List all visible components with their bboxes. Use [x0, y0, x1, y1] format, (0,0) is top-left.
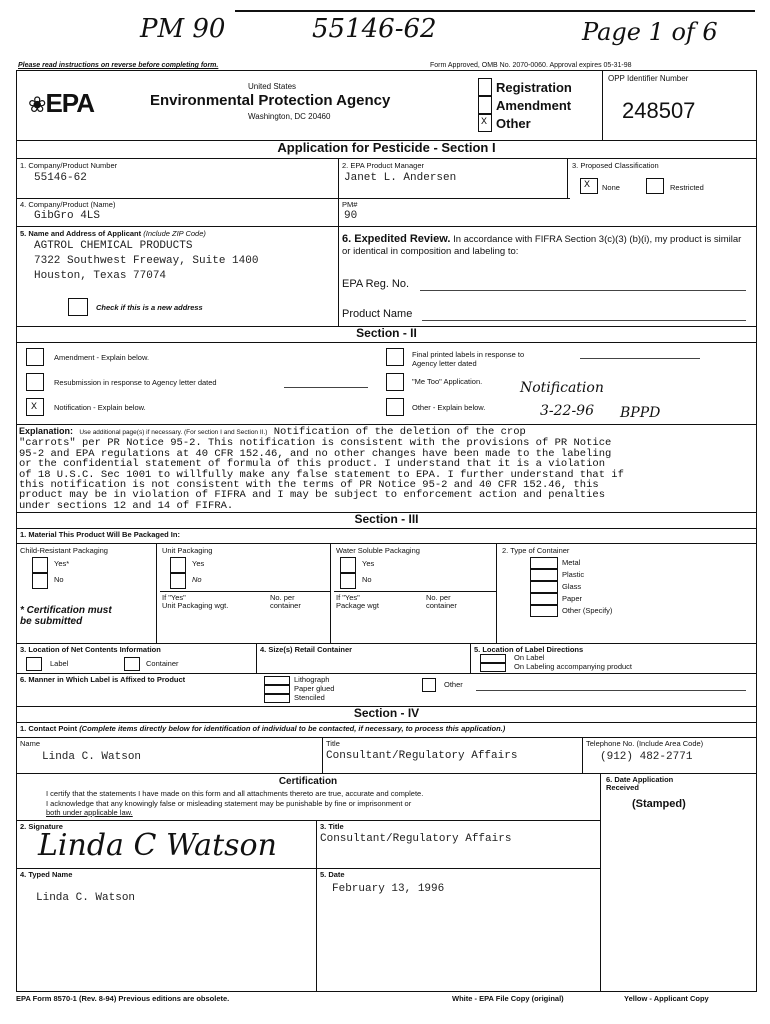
applicant-label: 5. Name and Address of Applicant (Include ZIP Code) — [20, 229, 206, 238]
water-no-label: No — [362, 575, 372, 584]
sec1-row-rule-1 — [16, 198, 570, 199]
metal-checkbox[interactable] — [530, 557, 558, 569]
sec3-div-b — [330, 543, 331, 643]
certification-must: * Certification must be submitted — [20, 605, 112, 627]
date-value[interactable]: February 13, 1996 — [332, 883, 445, 895]
phone-label: Telephone No. (Include Area Code) — [586, 739, 704, 748]
sec4-title-rule — [16, 722, 757, 723]
on-label-checkbox[interactable] — [480, 654, 506, 663]
company-number-value[interactable]: 55146-62 — [34, 172, 87, 184]
applicant-line-1[interactable]: AGTROL CHEMICAL PRODUCTS — [34, 240, 193, 252]
opp-divider — [602, 70, 603, 140]
explanation-line-8: under sections 12 and 14 of FIFRA. — [19, 499, 234, 512]
epa-reg-label: EPA Reg. No. — [342, 278, 410, 290]
unit-yes-checkbox[interactable] — [170, 557, 186, 573]
net-label-checkbox[interactable] — [26, 657, 42, 671]
container-type-label: 2. Type of Container — [502, 546, 570, 555]
paper-glued-label: Paper glued — [294, 684, 335, 693]
final-labels-label-1: Final printed labels in response to — [412, 350, 525, 359]
lithograph-label: Lithograph — [294, 675, 330, 684]
paper-checkbox[interactable] — [530, 593, 558, 605]
sec3-div-c — [496, 543, 497, 643]
unit-yes-label: Yes — [192, 559, 205, 568]
phone-value[interactable]: (912) 482-2771 — [600, 751, 693, 763]
child-yes-checkbox[interactable] — [32, 557, 48, 573]
other-type-label: Other — [496, 116, 531, 131]
none-label: None — [602, 183, 620, 192]
handwritten-number-note: 55146-62 — [312, 14, 437, 44]
other-container-checkbox[interactable] — [530, 605, 558, 617]
child-no-label: No — [54, 575, 64, 584]
other-type-checkbox[interactable]: X — [478, 114, 492, 132]
restricted-checkbox[interactable] — [646, 178, 664, 194]
sec3-title-rule — [16, 528, 757, 529]
child-resistant-label: Child-Resistant Packaging — [20, 546, 108, 555]
amendment-label: Amendment — [496, 98, 572, 113]
title-rule — [16, 158, 757, 159]
sec1-row-rule-2 — [16, 226, 757, 227]
contact-rule — [16, 737, 757, 738]
sizes-label: 4. Size(s) Retail Container — [260, 645, 353, 654]
plastic-label: Plastic — [562, 570, 585, 579]
sec1-divider-a — [338, 158, 339, 326]
form-approved-note: Form Approved, OMB No. 2070-0060. Approval expires 05-31-98 — [430, 62, 632, 69]
contact-div-a — [322, 737, 323, 773]
title2-label: 3. Title — [320, 822, 344, 831]
notification-label: Notification - Explain below. — [54, 403, 146, 412]
water-soluble-label: Water Soluble Packaging — [336, 546, 420, 555]
none-checkbox[interactable]: X — [580, 178, 598, 194]
opp-label: OPP Identifier Number — [608, 74, 689, 83]
name-value[interactable]: Linda C. Watson — [42, 751, 142, 763]
water-yes-label: Yes — [362, 559, 375, 568]
material-rule — [16, 543, 757, 544]
water-if-yes: If "Yes" Package wgt — [336, 593, 379, 611]
other-explain-label: Other - Explain below. — [412, 403, 486, 412]
other-manner-checkbox[interactable] — [422, 678, 436, 692]
unit-no-per: No. per container — [270, 593, 301, 611]
unit-rule — [160, 591, 330, 592]
cert-rule — [16, 773, 757, 774]
classification-label: 3. Proposed Classification — [572, 161, 659, 170]
agency-city: Washington, DC 20460 — [248, 112, 331, 121]
pm-label: PM# — [342, 200, 358, 209]
explanation-line-4: or the confidential statement of formula of this product. I understand that it is a violation — [19, 458, 605, 471]
child-no-checkbox[interactable] — [32, 573, 48, 589]
other-manner-line[interactable] — [476, 690, 746, 691]
sec1-divider-b — [567, 158, 568, 198]
plastic-checkbox[interactable] — [530, 569, 558, 581]
water-no-checkbox[interactable] — [340, 573, 356, 589]
resubmission-checkbox[interactable] — [26, 373, 44, 391]
sec3-div-a — [156, 543, 157, 643]
certification-text: I certify that the statements I have made on this form and all attachments thereto are true, accurate and complete. I acknowledge that any knowingly false or misleading statement may be punishable by fine or imprisonment or both under applicable law. — [46, 789, 424, 817]
notification-checkbox[interactable]: X — [26, 398, 44, 416]
typed-rule — [16, 868, 600, 869]
paper-glued-checkbox[interactable] — [264, 685, 290, 694]
explanation-rule — [16, 424, 757, 425]
me-too-checkbox[interactable] — [386, 373, 404, 391]
manager-value[interactable]: Janet L. Andersen — [344, 172, 457, 184]
date-received: 6. Date Application Received — [606, 775, 674, 793]
sec3-div-e — [470, 643, 471, 673]
sec3-div-d — [256, 643, 257, 673]
section-4-title: Section - IV — [353, 706, 420, 720]
title-value[interactable]: Consultant/Regulatory Affairs — [326, 750, 518, 762]
name-label: Name — [20, 739, 41, 748]
paper-label: Paper — [562, 594, 583, 603]
amendment-explain-label: Amendment - Explain below. — [54, 353, 150, 362]
unit-no-label: No — [192, 575, 202, 584]
signature-label: 2. Signature — [20, 822, 63, 831]
new-address-checkbox[interactable] — [68, 298, 88, 316]
explanation-block: Explanation: Use additional page(s) if necessary. (For section I and Section II.) Notification of the deletion of the crop "carrots" per PR Notice 95-2. This notification is consistent with the provisions of PR Notice 95-2 and EPA regulations at 40 CFR 152.46, and no other changes have been made to the labeling or the confidential statement of formula of this product. I understand that it is a violation of 18 U.S.C. Sec 1001 to willfully make any false statement to EPA. I further understand that if this notification is not consistent with the terms of PR Notice 95-2 and 40 CFR 152.46, this product may be in violation of FIFRA and I may be subject to enforcement action and penalties under sections 12 and 14 of FIFRA. — [19, 426, 755, 511]
opp-value: 248507 — [622, 98, 696, 123]
stenciled-checkbox[interactable] — [264, 694, 290, 703]
title2-value[interactable]: Consultant/Regulatory Affairs — [320, 833, 512, 845]
explanation-line-5: of 18 U.S.C. Sec 1001 to willfully make any false statement to EPA. I further understand that if — [19, 468, 624, 481]
net-contents-label: 3. Location of Net Contents Information — [20, 645, 161, 654]
top-rule — [235, 10, 755, 12]
applicant-line-2[interactable]: 7322 Southwest Freeway, Suite 1400 — [34, 255, 259, 267]
manager-label: 2. EPA Product Manager — [342, 161, 424, 170]
signature-rule — [16, 820, 600, 821]
net-label-label: Label — [50, 659, 69, 668]
me-too-label: "Me Too" Application. — [412, 377, 483, 386]
us-line: United States — [248, 82, 297, 91]
form-title: Application for Pesticide - Section I — [277, 140, 496, 155]
product-name-field-label: Product Name — [342, 308, 413, 320]
handwritten-notification: Notification — [520, 380, 604, 396]
pm-value[interactable]: 90 — [344, 210, 358, 222]
resubmission-date-line[interactable] — [284, 387, 368, 388]
form-id: EPA Form 8570-1 (Rev. 8-94) Previous editions are obsolete. — [16, 994, 230, 1003]
restricted-label: Restricted — [670, 183, 704, 192]
final-labels-label-2: Agency letter dated — [412, 359, 477, 368]
explanation-line-3: 95-2 and EPA regulations at 40 CFR 152.46, and no other changes have been made to the labeling — [19, 447, 612, 460]
water-yes-checkbox[interactable] — [340, 557, 356, 573]
registration-label: Registration — [496, 80, 572, 95]
on-labeling-checkbox[interactable] — [480, 663, 506, 672]
instructions-note: Please read instructions on reverse before completing form. — [18, 62, 219, 69]
water-no-per: No. per container — [426, 593, 457, 611]
company-number-label: 1. Company/Product Number — [20, 161, 118, 170]
amendment-explain-checkbox[interactable] — [26, 348, 44, 366]
explanation-line-7: product may be in violation of FIFRA and I may be subject to enforcement action and penalties — [19, 489, 605, 502]
typed-name-label: 4. Typed Name — [20, 870, 73, 879]
glass-label: Glass — [562, 582, 582, 591]
certification-title: Certification — [278, 776, 338, 787]
title-label: Title — [326, 739, 340, 748]
section-2-title: Section - II — [356, 326, 417, 340]
product-name-value[interactable]: GibGro 4LS — [34, 210, 101, 222]
net-container-checkbox[interactable] — [124, 657, 140, 671]
handwritten-date: 3-22-96 — [540, 403, 594, 419]
date-stamped: (Stamped) — [632, 798, 686, 810]
on-labeling-label: On Labeling accompanying product — [514, 662, 632, 671]
epa-reg-line[interactable] — [420, 290, 746, 291]
final-labels-checkbox[interactable] — [386, 348, 404, 366]
signature-value: Linda C Watson — [38, 828, 277, 863]
handwritten-bppd: BPPD — [620, 405, 661, 421]
signature-divider — [316, 820, 317, 992]
other-explain-checkbox[interactable] — [386, 398, 404, 416]
handwritten-page-note: Page 1 of 6 — [582, 18, 718, 46]
sec3-row-rule-2 — [16, 673, 757, 674]
epa-logo: ❀EPA — [28, 88, 94, 118]
agency-name: Environmental Protection Agency — [150, 92, 391, 109]
other-specify-label: Other (Specify) — [562, 606, 613, 615]
water-rule — [334, 591, 496, 592]
unit-no-checkbox[interactable] — [170, 573, 186, 589]
lithograph-checkbox[interactable] — [264, 676, 290, 685]
handwritten-pm-note: PM 90 — [140, 14, 226, 44]
epa-flower-icon: ❀ — [28, 92, 46, 117]
section-3-title: Section - III — [354, 512, 419, 526]
amendment-checkbox[interactable] — [478, 96, 492, 114]
material-label: 1. Material This Product Will Be Packaged In: — [20, 530, 180, 539]
product-name-label: 4. Company/Product (Name) — [20, 200, 116, 209]
final-labels-line[interactable] — [580, 358, 700, 359]
explanation-line-2: "carrots" per PR Notice 95-2. This notification is consistent with the provisions of PR Notice — [19, 437, 612, 450]
unit-if-yes: If "Yes" Unit Packaging wgt. — [162, 593, 229, 611]
resubmission-label: Resubmission in response to Agency letter dated — [54, 378, 217, 387]
stenciled-label: Stenciled — [294, 693, 325, 702]
sec2-title-rule — [16, 342, 757, 343]
expedited-review: 6. Expedited Review. In accordance with FIFRA Section 3(c)(3) (b)(i), my product is similar or identical in composition and labeling to: — [342, 233, 742, 258]
manner-label: 6. Manner in Which Label is Affixed to Product — [20, 675, 186, 684]
new-address-label: Check if this is a new address — [96, 303, 203, 312]
explanation-line-6: this notification is not consistent with the terms of PR Notice 95-2 and 40 CFR 152.46, this — [19, 479, 599, 492]
net-container-label: Container — [146, 659, 179, 668]
typed-name-value[interactable]: Linda C. Watson — [36, 892, 136, 904]
sec3-row-rule-1 — [16, 643, 757, 644]
metal-label: Metal — [562, 558, 581, 567]
registration-checkbox[interactable] — [478, 78, 492, 96]
applicant-line-3[interactable]: Houston, Texas 77074 — [34, 270, 167, 282]
date-label: 5. Date — [320, 870, 345, 879]
label-directions-label: 5. Location of Label Directions — [474, 645, 584, 654]
yellow-copy-note: Yellow - Applicant Copy — [624, 994, 709, 1003]
on-label-label: On Label — [514, 653, 545, 662]
other-manner-label: Other — [444, 680, 463, 689]
child-yes-label: Yes* — [54, 559, 70, 568]
contact-div-b — [582, 737, 583, 773]
white-copy-note: White - EPA File Copy (original) — [452, 994, 564, 1003]
glass-checkbox[interactable] — [530, 581, 558, 593]
date-stamp-divider — [600, 773, 601, 992]
contact-label: 1. Contact Point (Complete items directly below for identification of individual to be contacted, if necessary, to process this application.) — [20, 724, 506, 733]
unit-packaging-label: Unit Packaging — [162, 546, 213, 555]
product-name-line[interactable] — [422, 320, 746, 321]
